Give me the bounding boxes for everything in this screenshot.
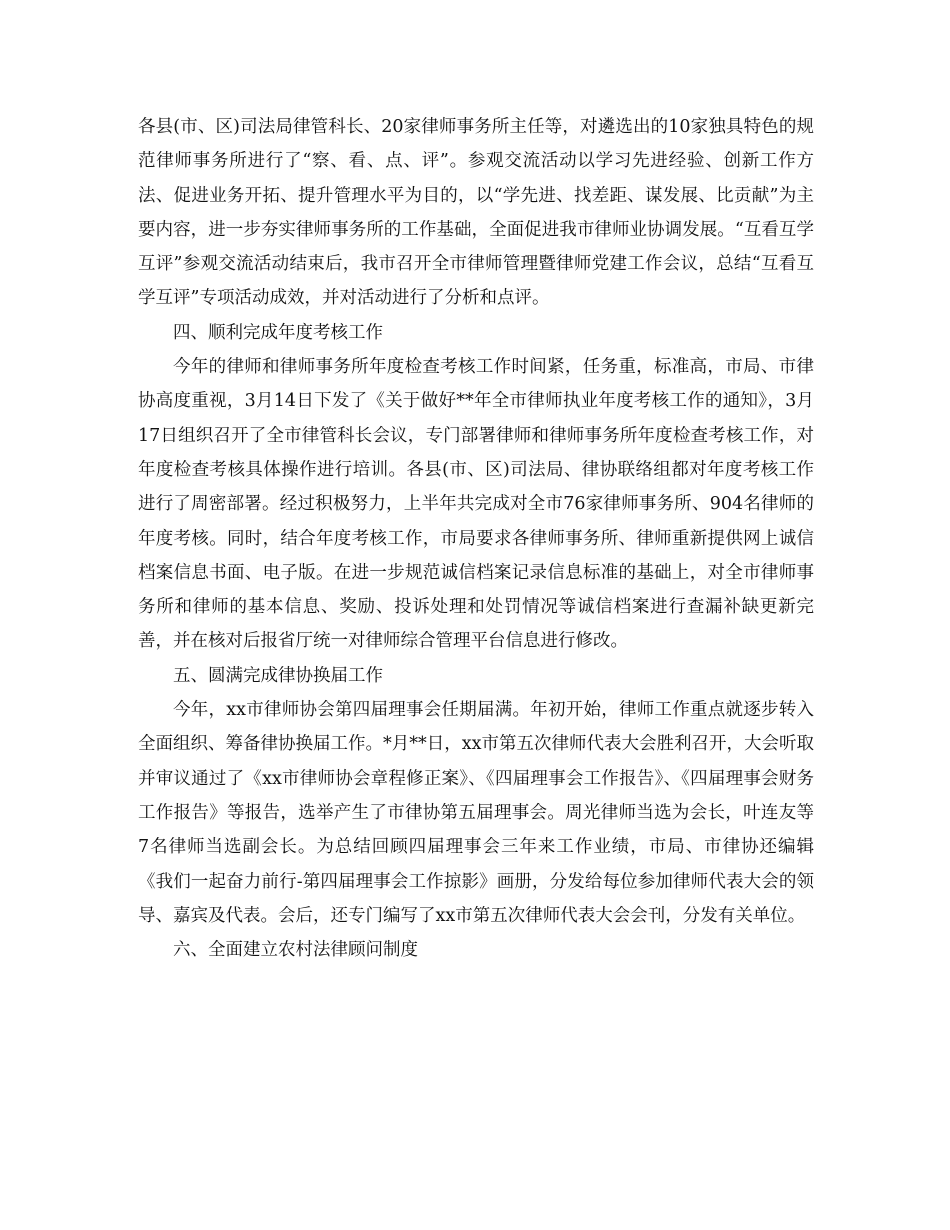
paragraph-continued: 各县(市、区)司法局律管科长、20家律师事务所主任等，对遴选出的10家独具特色的规范律师事务所进行了“察、看、点、评”。参观交流活动以学习先进经验、创新工作方法、促进业务开拓、提升管理水平为目的，以“学先进、找差距、谋发展、比贡献”为主要内容，进一步夯实律师事务所的工作基础，全面促进我市律师业协调发展。“互看互学互评”参观交流活动结束后，我市召开全市律师管理暨律师党建工作会议，总结“互看互学互评”专项活动成效，并对活动进行了分析和点评。 — [138, 117, 814, 309]
section-heading-5: 五、圆满完成律协换届工作 — [173, 665, 383, 686]
section-heading-6: 六、全面建立农村法律顾问制度 — [173, 940, 418, 961]
paragraph-association-election: 今年，xx市律师协会第四届理事会任期届满。年初开始，律师工作重点就逐步转入全面组织、筹备律协换届工作。*月**日，xx市第五次律师代表大会胜利召开，大会听取并审议通过了《xx市律师协会章程修正案》、《四届理事会工作报告》、《四届理事会财务工作报告》等报告，选举产生了市律协第五届理事会。周光律师当选为会长，叶连友等7名律师当选副会长。为总结回顾四届理事会三年来工作业绩，市局、市律协还编辑《我们一起奋力前行-第四届理事会工作掠影》画册，分发给每位参加律师代表大会的领导、嘉宾及代表。会后，还专门编写了xx市第五次律师代表大会会刊，分发有关单位。 — [138, 700, 814, 926]
document-page — [138, 110, 814, 967]
section-heading-4: 四、顺利完成年度考核工作 — [173, 322, 383, 343]
paragraph-annual-review: 今年的律师和律师事务所年度检查考核工作时间紧，任务重，标准高，市局、市律协高度重视，3月14日下发了《关于做好**年全市律师执业年度考核工作的通知》，3月17日组织召开了全市律管科长会议，专门部署律师和律师事务所年度检查考核工作，对年度检查考核具体操作进行培训。各县(市、区)司法局、律协联络组都对年度考核工作进行了周密部署。经过积极努力，上半年共完成对全市76家律师事务所、904名律师的年度考核。同时，结合年度考核工作，市局要求各律师事务所、律师重新提供网上诚信档案信息书面、电子版。在进一步规范诚信档案记录信息标准的基础上，对全市律师事务所和律师的基本信息、奖励、投诉处理和处罚情况等诚信档案进行查漏补缺更新完善，并在核对后报省厅统一对律师综合管理平台信息进行修改。 — [138, 357, 814, 652]
